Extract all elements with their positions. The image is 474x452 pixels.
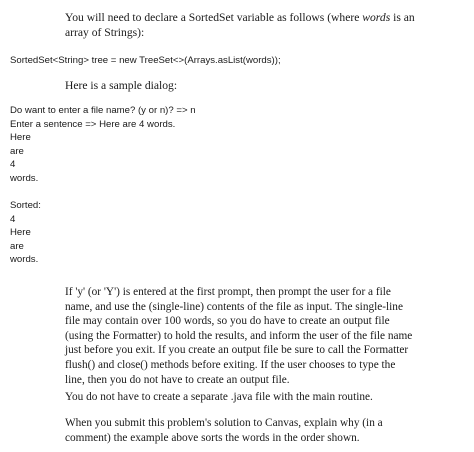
file-paragraph-line: (using the Formatter) to hold the results, and inform the user of the file name xyxy=(65,329,413,342)
intro-line-2: array of Strings): xyxy=(65,26,145,39)
sorted-line: Here xyxy=(10,227,31,239)
dialog-line: Do want to enter a file name? (y or n)? => n xyxy=(10,105,196,116)
sorted-line: 4 xyxy=(10,213,16,225)
file-paragraph-line: If 'y' (or 'Y') is entered at the first prompt, then prompt the user for a file xyxy=(65,286,391,298)
code-declaration xyxy=(10,54,281,68)
canvas-submit-paragraph xyxy=(65,416,383,445)
code-line: SortedSet<String> tree = new TreeSet<>(Arrays.asList(words)); xyxy=(10,55,281,66)
intro-text-after: is an xyxy=(390,11,415,24)
java-file-text: You do not have to create a separate .java file with the main routine. xyxy=(65,391,373,403)
intro-line-1 xyxy=(65,10,415,25)
intro-paragraph xyxy=(65,10,415,40)
sample-heading-text: Here is a sample dialog: xyxy=(65,79,178,92)
file-paragraph-line: file may contain over 100 words, so you do have to create an output file xyxy=(65,315,390,328)
sorted-line: are xyxy=(10,240,24,252)
intro-text-before: You will need to declare a SortedSet variable as follows (where xyxy=(65,11,363,24)
sample-dialog xyxy=(10,104,196,186)
sample-heading xyxy=(65,78,177,93)
java-file-paragraph xyxy=(65,390,373,405)
dialog-line: words. xyxy=(10,172,39,184)
dialog-line: Here xyxy=(10,132,31,144)
file-input-paragraph xyxy=(65,285,412,387)
intro-italic-words: words xyxy=(362,11,391,24)
file-paragraph-line: line, then you do not have to create an output file. xyxy=(65,373,290,386)
dialog-line: are xyxy=(10,145,24,157)
sorted-line: words. xyxy=(10,254,39,266)
sorted-line: Sorted: xyxy=(10,200,41,211)
file-paragraph-line: name, and use the (single-line) contents of the file as input. The single-line xyxy=(65,300,403,313)
canvas-paragraph-line: comment) the example above sorts the words in the order shown. xyxy=(65,431,360,444)
canvas-paragraph-line: When you submit this problem's solution to Canvas, explain why (in a xyxy=(65,417,383,429)
dialog-line: 4 xyxy=(10,159,16,171)
sorted-output xyxy=(10,199,41,267)
file-paragraph-line: flush() and close() methods before exiting. If the user chooses to type the xyxy=(65,358,396,371)
dialog-line: Enter a sentence => Here are 4 words. xyxy=(10,118,176,130)
file-paragraph-line: just before you exit. If you create an output file be sure to call the Formatter xyxy=(65,344,409,357)
